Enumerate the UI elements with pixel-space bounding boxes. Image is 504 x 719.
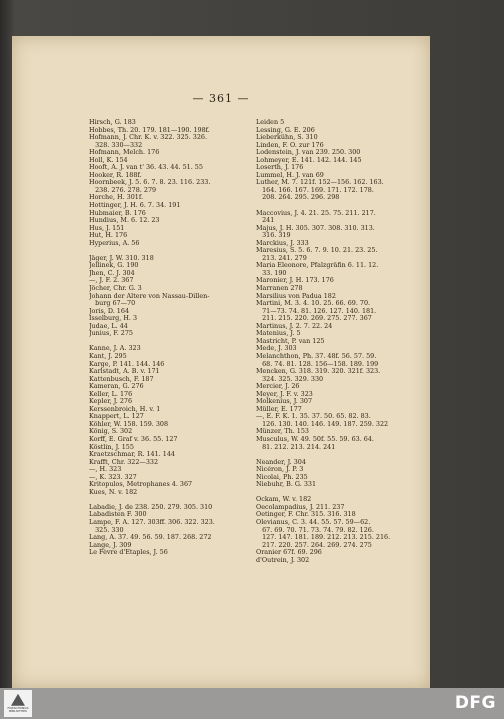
index-entry: Lieberkühn, S. 310 — [256, 134, 318, 142]
index-entry: Johann der Ältere von Nassau-Dillen- — [89, 292, 210, 300]
index-entry: Melanchthon, Ph. 37. 48f. 56. 57. 59. — [256, 352, 377, 360]
index-entry: Müller, E. 177 — [256, 405, 302, 413]
index-entry: —, H. 323 — [89, 466, 122, 474]
index-entry: Lampe, F. A. 127. 303ff. 306. 322. 323. — [89, 518, 215, 526]
index-entry: Joris, D. 164 — [89, 307, 130, 315]
index-entry: Kritopulos, Metrophanes 4. 367 — [89, 481, 193, 489]
index-entry: Lang, A. 37. 49. 56. 59. 187. 268. 272 — [89, 534, 212, 542]
index-entry: 324. 325. 329. 330 — [256, 375, 324, 383]
index-entry: Hirsch, G. 183 — [89, 119, 136, 126]
index-entry: Oecolampadius, J. 211. 237 — [256, 503, 345, 511]
index-entry: 33. 190 — [256, 269, 287, 277]
library-logo-icon — [11, 694, 25, 706]
index-entry: 325. 330 — [89, 526, 124, 534]
index-entry: Mede, J. 303 — [256, 345, 297, 353]
viewer-footer-bar — [0, 688, 504, 719]
index-entry: Le Fèvre d'Etaples, J. 56 — [89, 549, 168, 557]
index-entry — [256, 489, 426, 497]
index-entry: 211. 215. 220. 269. 275. 277. 367 — [256, 315, 372, 323]
index-entry: 208. 264. 295. 296. 298 — [256, 194, 340, 202]
index-entry: Loserth, J. 176 — [256, 164, 304, 172]
index-entry: —, K. 323. 327 — [89, 473, 137, 481]
index-entry: Karge, P. 141. 144. 146 — [89, 360, 165, 368]
index-entry: Maresius, S. 5. 6. 7. 9. 10. 21. 23. 25. — [256, 247, 378, 255]
index-entry: Korff, E. Graf v. 36. 55. 127 — [89, 435, 178, 443]
index-entry: Kattenbusch, F. 187 — [89, 375, 154, 383]
index-entry: Niebuhr, B. G. 331 — [256, 481, 317, 489]
index-entry: Kerssenbroich, H. v. 1 — [89, 405, 161, 413]
book-page — [12, 36, 430, 688]
index-entry: Hooft, A. J. van t' 36. 43. 44. 51. 55 — [89, 164, 203, 172]
index-entry: 316. 319 — [256, 232, 291, 240]
index-entry: 164. 166. 167. 169. 171. 172. 178. — [256, 186, 374, 194]
index-entry: Lessing, G. E. 206 — [256, 126, 315, 134]
index-entry: Ockam, W. v. 182 — [256, 496, 312, 504]
index-entry: d'Outrein, J. 302 — [256, 556, 310, 564]
index-entry: Oranier 67f. 69. 296 — [256, 549, 322, 557]
index-entry: Hottinger, J. H. 6. 7. 34. 191 — [89, 202, 181, 210]
index-entry: Karlstadt, A. B. v. 171 — [89, 368, 160, 376]
page-number: — 361 — — [192, 92, 250, 105]
index-entry: Lange, J. 309 — [89, 541, 132, 549]
index-entry: Hofmann, Melch. 176 — [89, 149, 160, 157]
index-entry: 126. 130. 140. 146. 149. 187. 259. 322 — [256, 420, 389, 428]
index-entry: Keller, L. 176 — [89, 390, 133, 398]
index-entry: Holl, K. 154 — [89, 156, 128, 164]
index-entry: Kameran, G. 276 — [89, 383, 144, 391]
index-entry: Olevianus, C. 3. 44. 55. 57. 59—62. — [256, 518, 371, 526]
index-entry: Martini, M. 3. 4. 10. 25. 66. 69. 70. — [256, 300, 371, 308]
index-entry: Maronier, J. H. 173. 176 — [256, 277, 334, 285]
index-entry: Linden, F. O. zur 176 — [256, 141, 324, 149]
index-entry: Nicéron, J. P. 3 — [256, 466, 304, 474]
index-entry: Majus, J. H. 305. 307. 308. 310. 313. — [256, 224, 375, 232]
index-entry: 238. 276. 278. 279 — [89, 186, 157, 194]
library-logo[interactable] — [4, 690, 32, 717]
index-entry: Labadisten F. 300 — [89, 511, 147, 519]
index-entry: Hoornbeek, J. 5. 6. 7. 8. 23. 116. 233. — [89, 179, 211, 187]
index-entry: Hyperius, A. 56 — [89, 239, 140, 247]
index-entry: Jhen, C. J. 304 — [89, 269, 135, 277]
index-entry: Meyer, J. F. v. 323 — [256, 390, 313, 398]
index-entry: Marckius, J. 333 — [256, 239, 309, 247]
index-entry: 127. 147. 181. 189. 212. 213. 215. 216. — [256, 534, 391, 542]
index-entry: Jäger, J. W. 310. 318 — [89, 254, 154, 262]
index-entry: 67. 69. 70. 71. 73. 74. 79. 82. 126. — [256, 526, 374, 534]
index-entry: 81. 212. 213. 214. 241 — [256, 443, 336, 451]
index-entry: Molkenius, J. 307 — [256, 398, 313, 406]
index-entry: Mercier, J. 26 — [256, 383, 300, 391]
index-column-left — [89, 119, 259, 557]
index-entry: 213. 241. 279 — [256, 254, 307, 262]
index-entry: Luther, M. 7. 121f. 152—156. 162. 163. — [256, 179, 384, 187]
index-entry: Jöcher, Chr. G. 3 — [89, 285, 142, 293]
index-entry: Junius, F. 275 — [89, 330, 133, 338]
index-entry: Marranen 278 — [256, 285, 303, 293]
index-entry — [256, 451, 426, 459]
dfg-logo[interactable]: DFG — [454, 693, 496, 713]
index-entry: Kepler, J. 276 — [89, 398, 133, 406]
index-entry — [89, 247, 259, 255]
index-entry: Neander, J. 304 — [256, 458, 306, 466]
index-entry: Lohmeyer, E. 141. 142. 144. 145 — [256, 156, 362, 164]
index-entry — [256, 202, 426, 210]
index-entry: Labadie, J. de 238. 250. 279. 305. 310 — [89, 503, 213, 511]
index-entry: Hobbes, Th. 20. 179. 181—190. 198f. — [89, 126, 210, 134]
index-entry: Köhler, W. 158. 159. 308 — [89, 420, 169, 428]
index-entry: Lodenstein, J. van 239. 250. 300 — [256, 149, 361, 157]
index-entry: Mastricht, P. van 125 — [256, 337, 325, 345]
index-entry: Hundius, M. 6. 12. 23 — [89, 217, 160, 225]
index-entry: Martinus, J. 2. 7. 22. 24 — [256, 322, 333, 330]
index-entry: König, S. 302 — [89, 428, 133, 436]
index-entry: Hus, J. 151 — [89, 224, 125, 232]
index-entry: Köstlin, J. 155 — [89, 443, 134, 451]
index-entry — [89, 496, 259, 504]
index-entry: 328. 330—332 — [89, 141, 143, 149]
index-entry: Marsilius von Padua 182 — [256, 292, 336, 300]
index-entry: Kraetzschmar, R. 141. 144 — [89, 451, 175, 459]
index-entry — [89, 338, 259, 346]
index-entry: Knappert, L. 127 — [89, 413, 144, 421]
index-column-right — [256, 119, 426, 564]
index-entry: Kant, J. 295 — [89, 352, 127, 360]
index-entry: —, J. F. 2. 367 — [89, 277, 134, 285]
index-entry: Leiden 5 — [256, 119, 285, 126]
index-entry: Maccovius, J. 4. 21. 25. 75. 211. 217. — [256, 209, 376, 217]
index-entry: —, E. F. K. 1. 35. 37. 50. 65. 82. 83. — [256, 413, 371, 421]
index-entry: Jellinek, G. 190 — [89, 262, 139, 270]
index-entry: Mencken, G. 318. 319. 320. 321f. 323. — [256, 368, 381, 376]
index-entry: Hofmann, J. Chr. K. v. 322. 325. 326. — [89, 134, 207, 142]
index-entry: Isselburg, H. 3 — [89, 315, 138, 323]
index-entry: 217. 220. 257. 264. 269. 274. 275 — [256, 541, 372, 549]
index-entry: Hubmaier, B. 176 — [89, 209, 146, 217]
index-entry: Horche, H. 301f. — [89, 194, 144, 202]
index-entry: Kues, N. v. 182 — [89, 488, 138, 496]
index-entry: Hut, H. 176 — [89, 232, 128, 240]
index-entry: Judae, L. 44 — [89, 322, 128, 330]
index-entry: Münzer, Th. 153 — [256, 428, 309, 436]
index-entry: Lummel, H. J. van 69 — [256, 171, 324, 179]
index-entry: Nicolai, Ph. 235 — [256, 473, 308, 481]
library-logo-text: FORSCHUNGS BIBLIOTHEK — [7, 705, 29, 713]
index-entry: Krafft, Chr. 322—332 — [89, 458, 159, 466]
index-entry: burg 67—70 — [89, 300, 136, 308]
index-entry: Oetinger, F. Chr. 315. 316. 318 — [256, 511, 356, 519]
index-entry: Matenius, J. 5 — [256, 330, 301, 338]
index-entry: Kanne, J. A. 323 — [89, 345, 141, 353]
index-entry: 71—73. 74. 81. 126. 127. 140. 181. — [256, 307, 377, 315]
index-entry: 241 — [256, 217, 275, 225]
index-entry: Maria Eleonore, Pfalzgräfin 6. 11. 12. — [256, 262, 379, 270]
index-entry: 68. 74. 81. 128. 156—158. 189. 199 — [256, 360, 379, 368]
index-entry: Hooker, R. 188f. — [89, 171, 142, 179]
index-entry: Musculus, W. 49. 50f. 55. 59. 63. 64. — [256, 435, 374, 443]
